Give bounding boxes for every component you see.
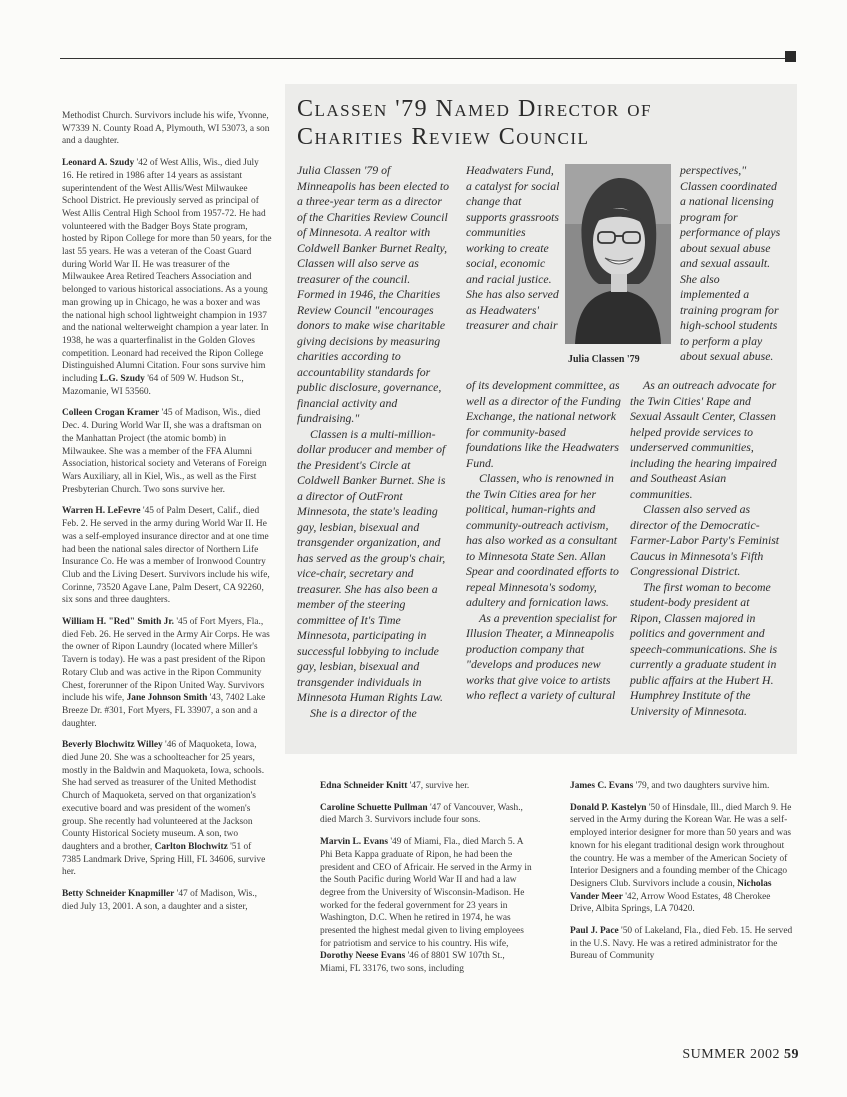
portrait-illustration [565, 164, 671, 344]
feature-column-3-top [680, 163, 782, 365]
obituary-name: Warren H. LeFevre [62, 506, 141, 517]
obituary-name: Donald P. Kastelyn [570, 802, 647, 813]
feature-headline: Classen '79 Named Director of Charities Review Council [297, 96, 652, 150]
issue-label: SUMMER 2002 [682, 1047, 780, 1062]
feature-paragraph: Classen also served as director of the Democratic-Farmer-Labor Party's Feminist Caucus in Minnesota's Fifth Congressional District. [630, 502, 780, 578]
feature-paragraph: The first woman to become student-body president at Ripon, Classen majored in politics and government and speech-communications. She is currently a graduate student in public affairs at the Hubert H. Humphrey Institute of the University of Minnesota. [630, 579, 778, 718]
feature-column-2-top [466, 163, 562, 334]
obituary-entry: Donald P. Kastelyn '50 of Hinsdale, Ill., died March 9. He served in the Army during the Korean War. He was a self-employed interior designer for more than 50 years and was known for his elegant traditional design work throughout the country. He was a member of the American Society of Interior Designers and a founding member of the Chicago Designers Club. Survivors include a cousin, Nicholas Vander Meer '42, Arrow Wood Estates, 48 Cherokee Drive, Albita Springs, LA 70420. [570, 802, 792, 915]
obituary-name: Edna Schneider Knitt [320, 781, 408, 791]
feature-paragraph: Classen is a multi-million-dollar producer and member of the President's Circle at Coldwell Banker Burnet. She is a director of OutFront Minnesota, the state's leading gay, lesbian, bisexual and transgender organization, and has served as the group's chair, vice-chair, secretary and treasurer. She has also been a member of the steering committee of It's Time Minnesota, participating in successful lobbying to include gay, lesbian, bisexual and transgender individuals in Minnesota Human Rights Law. [297, 426, 446, 704]
obituary-entry: Warren H. LeFevre '45 of Palm Desert, Calif., died Feb. 2. He served in the army during World War II. He was a self-employed insurance director and at one time had been the national sales director of Northern Life Insurance Co. He was a member of Ironwood Country Club and the Living Desert. Survivors include his wife, Corinne, 73520 Agave Lane, Palm Desert, CA 92260, six sons and three daughters. [62, 506, 270, 606]
page-number: 59 [784, 1047, 799, 1062]
obituary-name: James C. Evans [570, 781, 634, 791]
obituary-entry: Caroline Schuette Pullman '47 of Vancouver, Wash., died March 3. Survivors include four sons. [320, 802, 523, 826]
feature-column-2 [466, 378, 622, 704]
obituary-entry: Edna Schneider Knitt '47, survive her. [320, 781, 470, 791]
survivor-name: Jane Johnson Smith [126, 693, 208, 704]
page-footer [682, 1047, 799, 1063]
obituary-name: Leonard A. Szudy [62, 158, 135, 169]
obituary-entry: Marvin L. Evans '49 of Miami, Fla., died March 5. A Phi Beta Kappa graduate of Ripon, he had been the president and CEO of Africair. He served in the Army in the South Pacific during World War II and had a law degree from the University of Wisconsin-Madison. He worked for the federal government for 23 years in Washington, D.C. When he retired in 1974, he was presented the highest medal given to living employees for patriotism and service to his country. His wife, Dorothy Neese Evans '46 of 8801 SW 107th St., Miami, FL 33176, two sons, including [320, 837, 532, 975]
obituary-column-left [62, 110, 272, 922]
photo-caption: Julia Classen '79 [568, 354, 640, 365]
top-rule-marker [785, 51, 796, 62]
obituary-name: Caroline Schuette Pullman [320, 802, 428, 813]
feature-paragraph: Headwaters Fund, a catalyst for social change that supports grassroots communities working to create social, economic and racial justice. She has also served as Headwaters' treasurer and chair [466, 163, 560, 332]
obituary-name: Colleen Crogan Kramer [62, 408, 160, 419]
feature-paragraph: of its development committee, as well as a director of the Funding Exchange, the national network for community-based foundations like the Headwaters Fund. [466, 378, 621, 470]
obituary-entry: James C. Evans '79, and two daughters survive him. [570, 781, 770, 791]
obituary-name: Beverly Blochwitz Willey [62, 740, 163, 751]
feature-paragraph: Classen, who is renowned in the Twin Cities area for her political, human-rights and community-outreach activism, has also worked as a consultant to Minnesota State Sen. Allan Spear and coordinated efforts to repeal Minnesota's sodomy, adultery and fornication laws. [466, 471, 619, 609]
feature-paragraph: As an outreach advocate for the Twin Cities' Rape and Sexual Assault Center, Classen helped provide services to underserved communities, including the hearing impaired and Southeast Asian communities. [630, 378, 777, 501]
obituary-entry: Beverly Blochwitz Willey '46 of Maquoketa, Iowa, died June 20. She was a schoolteacher for 25 years, mostly in the Baldwin and Maquoketa, Iowa, schools. She had served as treasurer of the United Methodist Church of Maquoketa, served on that organization's executive board and was president of the women's group. She recently had volunteered at the Jackson County Historical Society museum. A son, two daughters and a brother, Carlton Blochwitz '51 of 7385 Landmark Drive, Spring Hill, FL 34606, survive her. [62, 740, 266, 878]
feature-column-3 [630, 378, 782, 719]
obituary-entry: Colleen Crogan Kramer '45 of Madison, Wis., died Dec. 4. During World War II, she was a draftsman on the Manhattan Project (the atomic bomb) in Milwaukee. She was a member of the FFA Alumni Association, historical society and Veterans of Foreign Wars Auxiliary, all in Kiel, Wis., as well as the First Presbyterian Church. Two sons survive her. [62, 408, 267, 495]
feature-paragraph: perspectives," Classen coordinated a national licensing program for performance of plays about sexual abuse and sexual assault. She also implemented a training program for high-school students to perform a play about sexual abuse. [680, 163, 781, 363]
obituary-entry: Paul J. Pace '50 of Lakeland, Fla., died Feb. 15. He served in the U.S. Navy. He was a retired administrator for the Bureau of Community [570, 926, 793, 962]
obituary-entry: Betty Schneider Knapmiller '47 of Madison, Wis., died July 13, 2001. A son, a daughter and a sister, [62, 889, 257, 912]
survivor-name: Carlton Blochwitz [154, 841, 228, 852]
obituary-name: Marvin L. Evans [320, 837, 388, 848]
obituary-entry: William H. "Red" Smith Jr. '45 of Fort Myers, Fla., died Feb. 26. He served in the Army Air Corps. He was the owner of Ripon Laundry (located where Miller's Tavern is today). He was a past president of the Ripon Rotary Club and was active in the Ripon Community Chest, forerunner of the Ripon United Way. Survivors include his wife, Jane Johnson Smith '43, 7402 Lake Breeze Dr. #301, Fort Myers, FL 33907, a son and a daughter. [62, 617, 270, 729]
portrait-photo [565, 164, 671, 344]
obituary-name: Betty Schneider Knapmiller [62, 889, 175, 900]
top-rule [60, 58, 786, 59]
obituary-entry: Leonard A. Szudy '42 of West Allis, Wis., died July 16. He retired in 1986 after 14 years as assistant superintendent of the West Allis/West Milwaukee School District. He previously served as principal of West Allis Central High School from 1957-72. He had volunteered with the Badger Boys State program, hosted by Ripon College for more than 50 years, for the last 55 years. He was a veteran of the Coast Guard during World War II. He was treasurer of the Milwaukee Area Retired Teachers Association and belonged to various historical associations. As a young man growing up in Chicago, he was a boxer and was the national high school lightweight champion in 1937 and the national welterweight champion a year later. In 1938, he was a quarterfinalist in the Golden Gloves competition. Leonard had received the Ripon College Distinguished Alumni Citation. Four sons survive him including L.G. Szudy '64 of 509 W. Hudson St., Mazomanie, WI 53560. [62, 158, 272, 397]
feature-column-1 [297, 163, 449, 721]
obituary-column-right [570, 780, 795, 972]
feature-paragraph: She is a director of the [310, 705, 417, 720]
obituary-entry: Methodist Church. Survivors include his wife, Yvonne, W7339 N. County Road A, Plymouth, WI 53073, a son and a daughter. [62, 111, 270, 147]
obituary-column-middle [320, 780, 534, 985]
feature-paragraph: Julia Classen '79 of Minneapolis has been elected to a three-year term as a director of the Charities Review Council of Minnesota. A realtor with Coldwell Banker Burnet Realty, Classen will also serve as treasurer of the council. Formed in 1946, the Charities Review Council "encourages donors to make wise charitable giving decisions by measuring charities according to accountability standards for public disclosure, governance, financial activity and fundraising." [297, 163, 450, 425]
obituary-name: William H. "Red" Smith Jr. [62, 617, 174, 628]
survivor-name: Nicholas Vander Meer [570, 878, 772, 902]
feature-paragraph: As a prevention specialist for Illusion Theater, a Minneapolis production company that "develops and produces new works that give voice to artists who reflect a variety of cultural [466, 610, 617, 702]
survivor-name: L.G. Szudy [99, 374, 145, 385]
obituary-name: Paul J. Pace [570, 926, 619, 937]
survivor-name: Dorothy Neese Evans [320, 951, 406, 962]
